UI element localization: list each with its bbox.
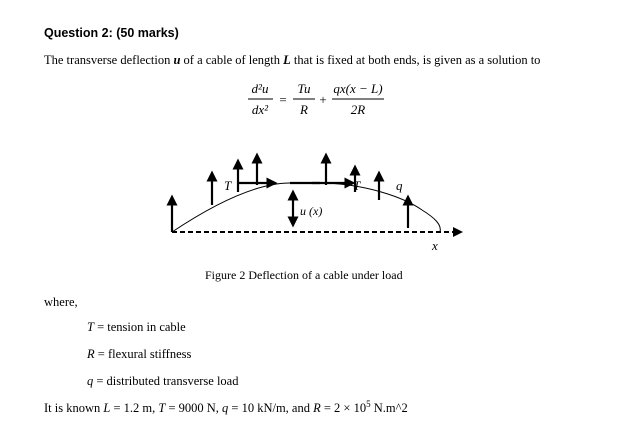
known-prefix: It is known (44, 401, 104, 416)
where-label: where, (44, 295, 78, 309)
known-L-value: = 1.2 m, (110, 401, 159, 416)
definition-symbol: T (87, 320, 94, 334)
intro-paragraph (44, 53, 540, 68)
var-u: u (173, 53, 181, 67)
known-values (44, 399, 408, 416)
cable-deflection-figure (150, 150, 480, 260)
known-T-value: = 9000 N, (165, 401, 223, 416)
known-R-value: = 2 × 10 (320, 401, 367, 416)
known-R-unit: N.m^2 (370, 401, 408, 416)
definition-R (87, 347, 191, 362)
definition-symbol: q (87, 374, 94, 388)
definition-q (87, 374, 238, 389)
governing-equation (246, 78, 396, 126)
label-x-axis: x (432, 238, 438, 253)
eq-lhs-denominator: dx² (251, 102, 269, 117)
known-R-symbol: R (313, 401, 321, 416)
known-q-value: = 10 kN/m, and (228, 401, 314, 416)
known-T-symbol: T (158, 401, 166, 416)
eq-term2-denominator: 2R (350, 102, 366, 117)
known-q-symbol: q (222, 401, 229, 416)
known-R-exponent: 5 (366, 399, 371, 409)
intro-text-3: that is fixed at both ends, is given as a solution to (290, 53, 541, 67)
intro-text-2: of a cable of length (180, 53, 284, 67)
eq-term2-numerator: qx(x − L) (333, 81, 383, 96)
eq-term1-denominator: R (300, 102, 308, 117)
label-u-of-x: u (x) (300, 204, 323, 218)
definition-text: = tension in cable (93, 320, 186, 334)
eq-plus: + (319, 92, 327, 107)
label-q: q (396, 178, 403, 193)
definition-text: = flexural stiffness (94, 347, 192, 361)
question-title: Question 2: (50 marks) (44, 26, 179, 40)
eq-term1-numerator: Tu (297, 81, 311, 96)
label-T-left: T (224, 178, 232, 193)
intro-text-1: The transverse deflection (44, 53, 174, 67)
cable-curve-end (422, 210, 440, 232)
known-L-symbol: L (103, 401, 111, 416)
definition-symbol: R (87, 347, 95, 361)
label-T-right: T (353, 178, 361, 193)
definition-T (87, 320, 186, 335)
eq-lhs-numerator: d²u (251, 81, 269, 96)
figure-caption: Figure 2 Deflection of a cable under load (205, 268, 403, 282)
definition-text: = distributed transverse load (93, 374, 239, 388)
eq-equals: = (279, 92, 287, 107)
var-L: L (283, 53, 291, 67)
cable-curve (172, 183, 422, 232)
